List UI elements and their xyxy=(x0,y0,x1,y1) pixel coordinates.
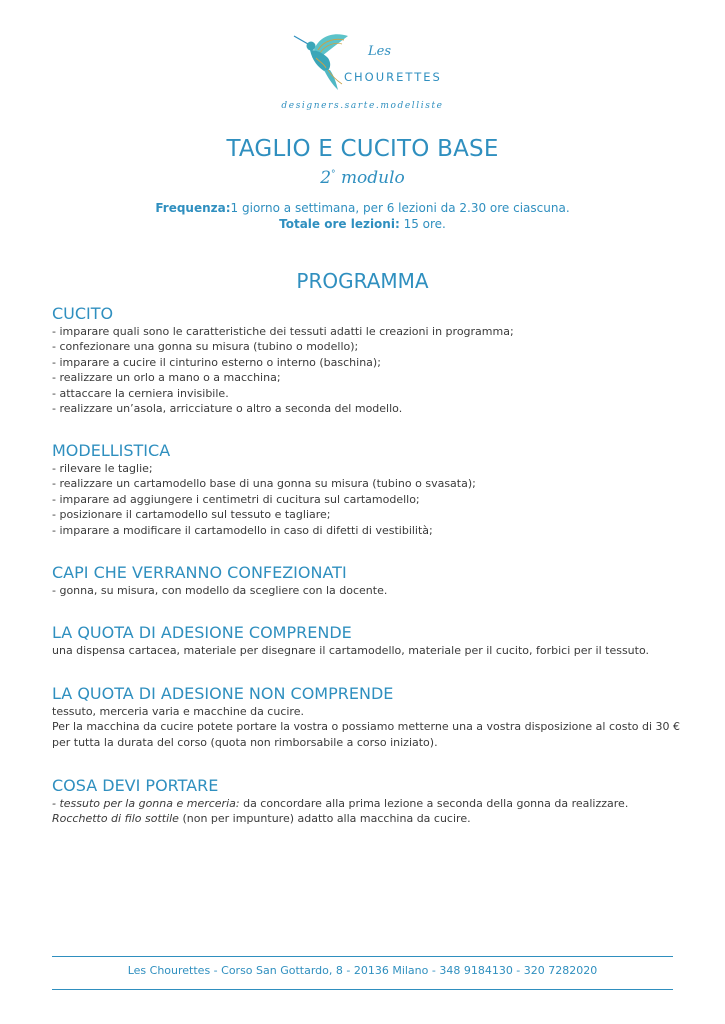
frequency-label: Frequenza: xyxy=(155,201,231,215)
list-item: tessuto, merceria varia e macchine da cucire. xyxy=(52,705,304,718)
section-capi xyxy=(52,563,677,598)
footer-contact: Les Chourettes - Corso San Gottardo, 8 - 20136 Milano - 348 9184130 - 320 7282020 xyxy=(127,964,598,977)
section-heading: LA QUOTA DI ADESIONE NON COMPRENDE xyxy=(52,684,394,703)
footer-divider-bottom xyxy=(52,989,673,990)
list-item: - imparare a cucire il cinturino esterno o interno (baschina); xyxy=(52,355,381,369)
section-cucito xyxy=(52,304,677,416)
total-hours-value: 15 ore. xyxy=(399,217,446,231)
list-item: - posizionare il cartamodello sul tessuto e tagliare; xyxy=(52,508,331,522)
list-item: - gonna, su misura, con modello da scegliere con la docente. xyxy=(52,584,388,597)
item-emphasis: - tessuto per la gonna e merceria: xyxy=(52,797,240,810)
logo xyxy=(0,30,725,120)
list-item: - rilevare le taglie; xyxy=(52,462,153,475)
list-item: - realizzare un’asola, arricciature o altro a seconda del modello. xyxy=(52,402,403,416)
module-suffix: ° xyxy=(331,169,336,180)
total-hours-label: Totale ore lezioni: xyxy=(279,217,400,231)
list-item: per tutta la durata del corso (quota non rimborsabile a corso iniziato). xyxy=(52,735,438,749)
footer-divider-top xyxy=(52,956,673,957)
item-text: (non per impunture) adatto alla macchina da cucire. xyxy=(178,812,471,826)
programma-heading: PROGRAMMA xyxy=(296,269,429,293)
list-item: Per la macchina da cucire potete portare la vostra o possiamo metterne una a vostra disposizione al costo di 30 € xyxy=(52,720,681,734)
module-word: modulo xyxy=(340,168,405,188)
module-number: 2 xyxy=(320,168,332,188)
section-heading: COSA DEVI PORTARE xyxy=(52,776,219,795)
brand-tagline: designers.sarte.modelliste xyxy=(281,101,444,111)
list-item: - realizzare un orlo a mano o a macchina; xyxy=(52,371,281,385)
list-item: - attaccare la cerniera invisibile. xyxy=(52,386,229,400)
list-item: - imparare a modificare il cartamodello in caso di difetti di vestibilità; xyxy=(52,523,433,537)
brand-script: Les xyxy=(368,44,391,59)
total-hours-line xyxy=(0,216,725,232)
frequency-info xyxy=(0,200,725,232)
page-title: TAGLIO E CUCITO BASE xyxy=(226,136,499,162)
item-text: da concordare alla prima lezione a seconda della gonna da realizzare. xyxy=(239,797,629,810)
section-quota-non-comprende xyxy=(52,684,681,750)
section-heading: CUCITO xyxy=(52,304,114,323)
list-item xyxy=(52,811,677,826)
section-heading: LA QUOTA DI ADESIONE COMPRENDE xyxy=(52,623,352,642)
frequency-value: 1 giorno a settimana, per 6 lezioni da 2.30 ore ciascuna. xyxy=(230,201,570,215)
brand-name: CHOURETTES xyxy=(344,70,442,84)
section-quota-comprende xyxy=(52,623,677,658)
list-item: - imparare quali sono le caratteristiche dei tessuti adatti le creazioni in programma; xyxy=(52,325,514,338)
list-item: - confezionare una gonna su misura (tubino o modello); xyxy=(52,340,359,354)
list-item: - realizzare un cartamodello base di una gonna su misura (tubino o svasata); xyxy=(52,477,476,491)
section-modellistica xyxy=(52,441,677,538)
section-heading: MODELLISTICA xyxy=(52,441,171,460)
item-emphasis: Rocchetto di filo sottile xyxy=(52,812,179,826)
section-heading: CAPI CHE VERRANNO CONFEZIONATI xyxy=(52,563,347,582)
list-item xyxy=(52,796,677,811)
list-item: una dispensa cartacea, materiale per disegnare il cartamodello, materiale per il cucito, forbici per il tessuto. xyxy=(52,644,649,657)
module-label xyxy=(0,168,725,188)
list-item: - imparare ad aggiungere i centimetri di cucitura sul cartamodello; xyxy=(52,492,420,506)
frequency-line xyxy=(0,200,725,216)
section-cosa-portare xyxy=(52,776,677,827)
